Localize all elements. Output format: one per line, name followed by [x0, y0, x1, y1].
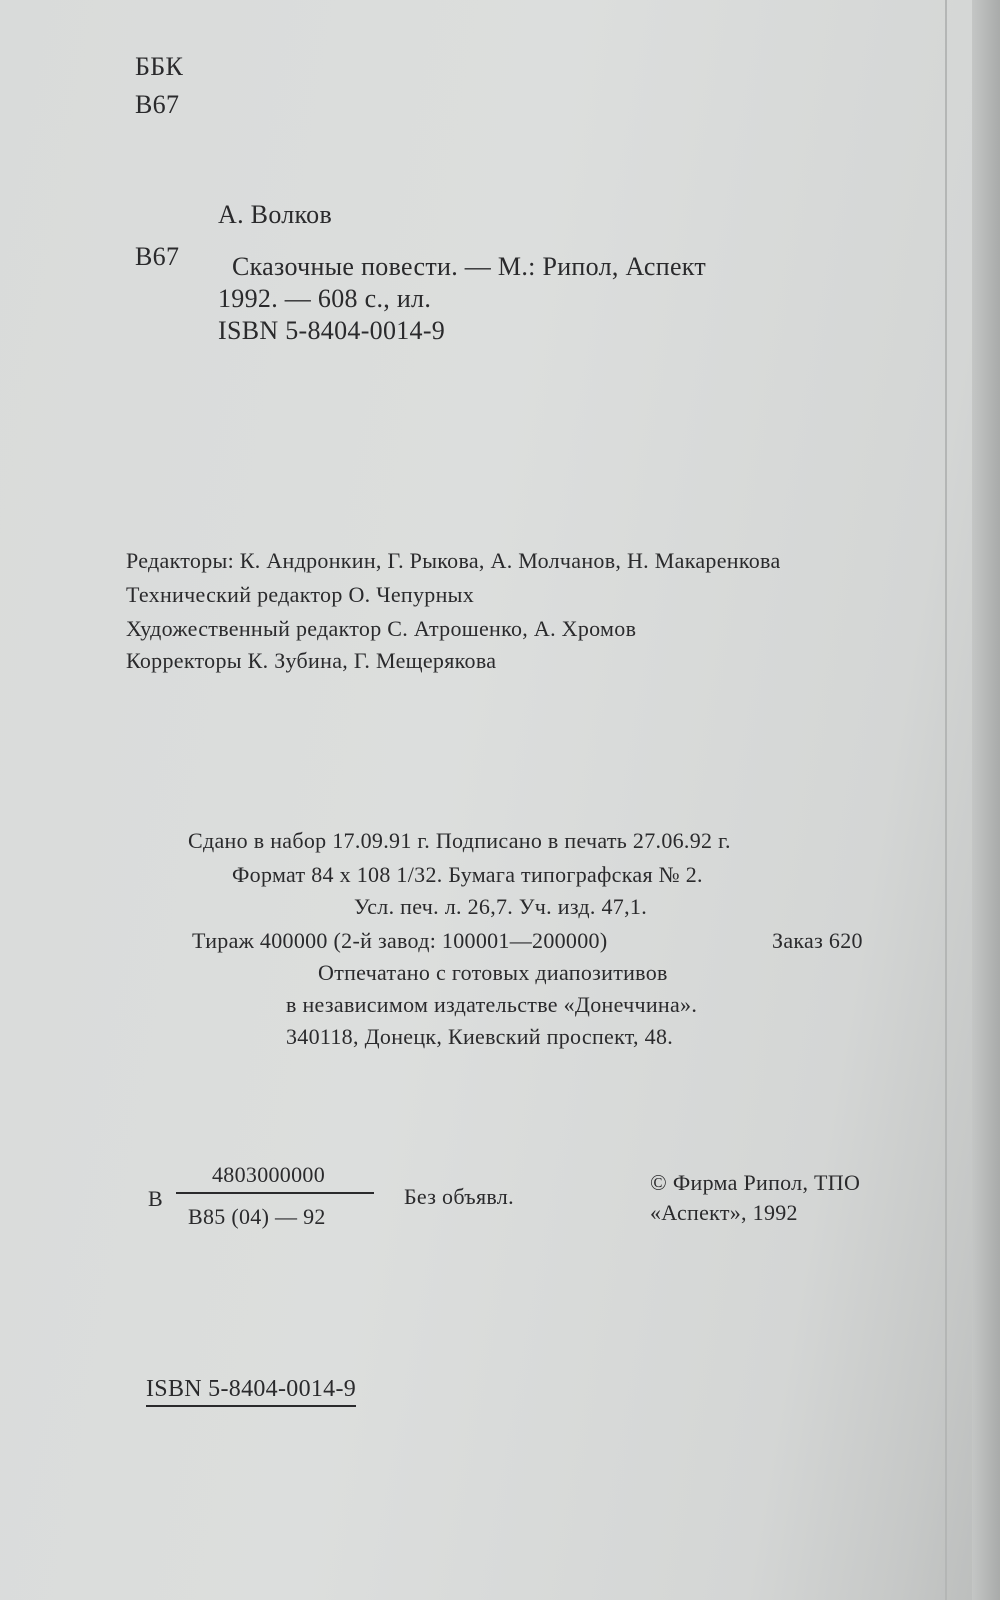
no-announcement-note: Без объявл. — [404, 1184, 514, 1209]
fraction-prefix: В — [148, 1186, 163, 1211]
bbk-label: ББК — [135, 52, 184, 81]
isbn-bottom: ISBN 5-8404-0014-9 — [146, 1376, 356, 1407]
page-edge — [972, 0, 1000, 1600]
card-year-pages: 1992. — 608 с., ил. — [218, 284, 432, 313]
imprint-sheets: Усл. печ. л. 26,7. Уч. изд. 47,1. — [354, 894, 648, 919]
imprint-address: 340118, Донецк, Киевский проспект, 48. — [286, 1024, 674, 1049]
imprint-format: Формат 84 x 108 1/32. Бумага типографская № 2. — [232, 862, 703, 887]
imprint-publisher: в независимом издательстве «Донеччина». — [286, 992, 698, 1017]
card-isbn: ISBN 5-8404-0014-9 — [218, 316, 446, 345]
staff-tech-editor: Технический редактор О. Чепурных — [126, 582, 475, 607]
imprint-print-run: Тираж 400000 (2-й завод: 100001—200000) — [192, 928, 608, 953]
imprint-order: Заказ 620 — [772, 928, 863, 953]
imprint-printed-from: Отпечатано с готовых диапозитивов — [318, 960, 668, 985]
staff-editors: Редакторы: К. Андронкин, Г. Рыкова, А. Молчанов, Н. Макаренкова — [126, 548, 781, 573]
fraction-denominator: В85 (04) — 92 — [188, 1204, 326, 1229]
fraction-line — [176, 1192, 374, 1194]
staff-art-editor: Художественный редактор С. Атрошенко, А. Хромов — [126, 616, 637, 641]
copyright-line2: «Аспект», 1992 — [650, 1200, 798, 1225]
card-title-line: Сказочные повести. — М.: Рипол, Аспект — [232, 252, 707, 281]
card-author: А. Волков — [218, 200, 333, 229]
card-code: В67 — [135, 242, 180, 271]
staff-proofreaders: Корректоры К. Зубина, Г. Мещерякова — [126, 648, 497, 673]
bbk-code: В67 — [135, 90, 180, 119]
imprint-dates: Сдано в набор 17.09.91 г. Подписано в печать 27.06.92 г. — [188, 828, 731, 853]
fraction-numerator: 4803000000 — [212, 1162, 325, 1187]
copyright-line1: © Фирма Рипол, ТПО — [650, 1170, 861, 1195]
page-fold — [945, 0, 947, 1600]
